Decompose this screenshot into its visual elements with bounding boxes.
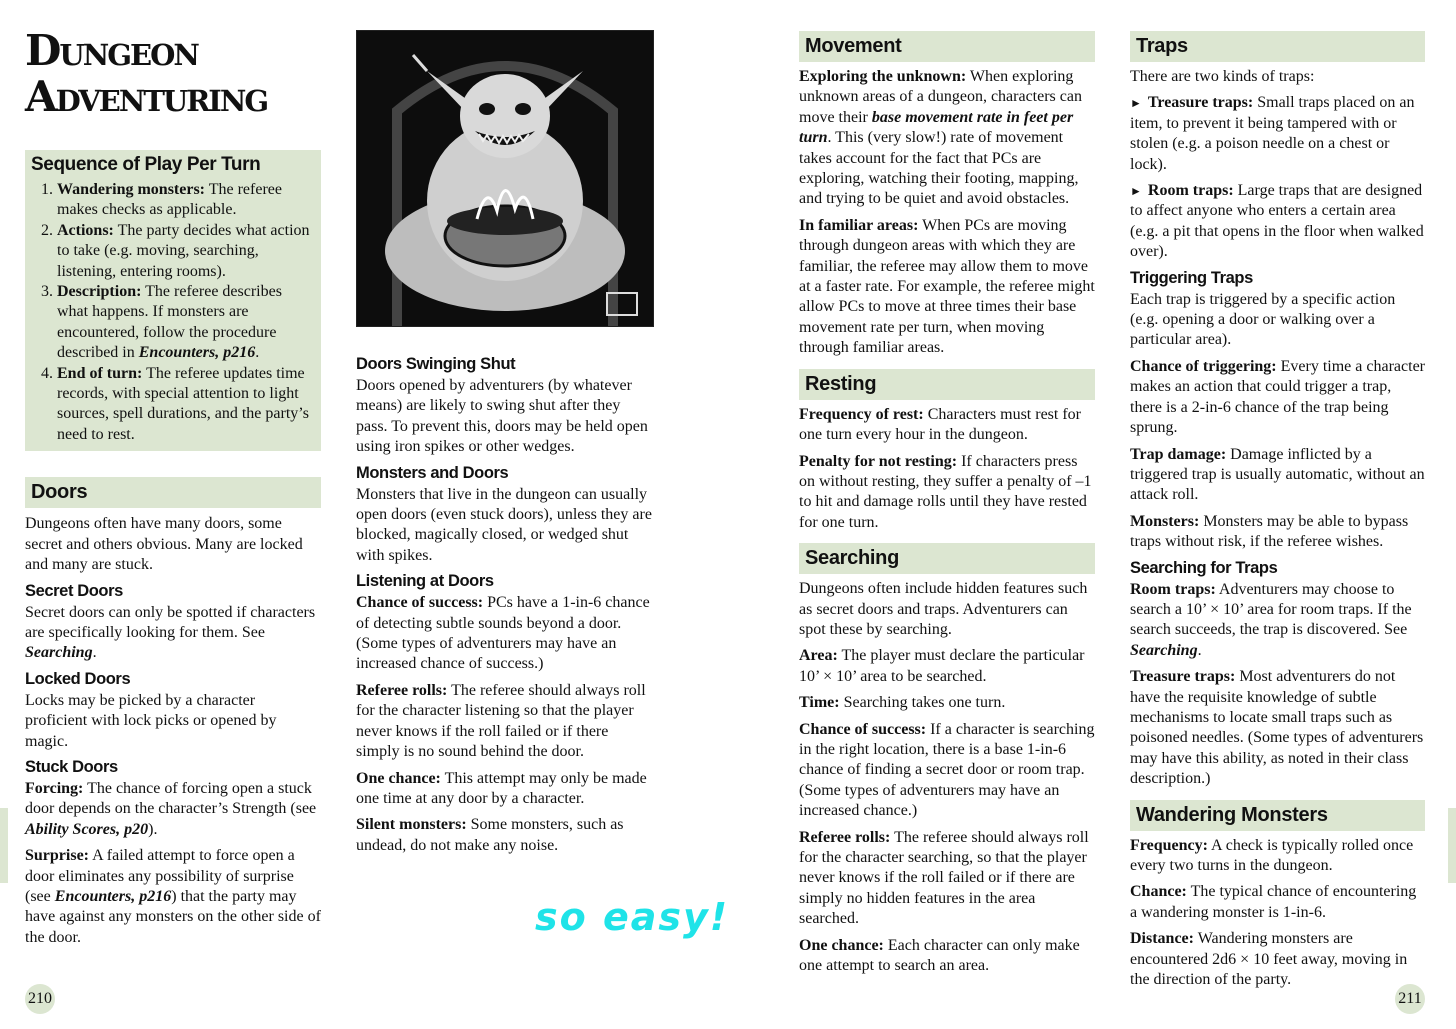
treasure-traps-text: Treasure traps: Most adventurers do not have the requisite knowledge of subtle mechanisms to locate small traps such as poisoned needles. (Some types of adventurers may have this ability, as noted in their class description.) — [1130, 668, 1424, 788]
swinging-text: Doors opened by adventurers (by whatever means) are likely to swing shut after they pass. To prevent this, doors may be held open using iron spikes or other wedges. — [356, 377, 648, 456]
wandering-item: Chance: The typical chance of encountering a wandering monster is 1-in-6. — [1130, 883, 1417, 921]
movement-text-2: In familiar areas: When PCs are moving through dungeon areas with which they are familiar, the referee may allow them to move at a faster rate. For example, the referee might allow PCs to move at three times their base movement rate per turn, when moving through familiar areas. — [799, 216, 1095, 357]
page-title — [25, 28, 321, 120]
sequence-item: 3. Description: The referee describes what happens. If monsters are encountered, follow the procedure described in Encounters, p216. — [57, 282, 315, 364]
trap-kind: ► Room traps: Large traps that are designed to affect anyone who enters a certain area (e.g. a pit that opens in the floor when walked over). — [1130, 182, 1424, 261]
wandering-heading: Wandering Monsters — [1130, 800, 1425, 831]
triggering-intro: Each trap is triggered by a specific action (e.g. opening a door or walking over a particular area). — [1130, 290, 1396, 349]
swinging-heading: Doors Swinging Shut — [356, 355, 516, 373]
forcing-text: Forcing: The chance of forcing open a stuck door depends on the character’s Strength (see Ability Scores, p20). — [25, 779, 317, 838]
resting-heading: Resting — [799, 369, 1095, 400]
secret-doors-heading: Secret Doors — [25, 581, 123, 600]
listening-item: Referee rolls: The referee should always roll for the character listening so that the player never knows if the roll failed or if there simply is no sound behind the door. — [356, 681, 646, 761]
listening-item: Silent monsters: Some monsters, such as undead, do not make any noise. — [356, 816, 624, 854]
wandering-item: Frequency: A check is typically rolled once every two turns in the dungeon. — [1130, 836, 1414, 874]
listening-item: One chance: This attempt may only be made one time at any door by a character. — [356, 769, 647, 807]
triggering-item: Monsters: Monsters may be able to bypass traps without risk, if the referee wishes. — [1130, 512, 1409, 551]
searching-item: Chance of success: If a character is searching in the right location, there is a base 1-in-6 chance of finding a secret door or room trap. (Some types of adventurers may have an increased chance.) — [799, 720, 1095, 820]
sequence-box — [25, 150, 321, 451]
doors-intro: Dungeons often have many doors, some secret and others obvious. Many are locked and many are stuck. — [25, 515, 303, 574]
searching-item: One chance: Each character can only make one attempt to search an area. — [799, 936, 1080, 975]
right-column-2 — [1130, 31, 1425, 996]
left-column-2 — [356, 355, 654, 862]
traps-intro: There are two kinds of traps: — [1130, 68, 1315, 85]
sequence-list — [31, 180, 315, 445]
sequence-item: 1. Wandering monsters: The referee makes checks as applicable. — [57, 180, 315, 221]
movement-text-1: Exploring the unknown: When exploring unknown areas of a dungeon, characters can move their base movement rate in feet per turn. This (very slow!) rate of movement takes account for the fact that PCs are exploring, watching their footing, mapping, and trying to be quiet and avoid obstacles. — [799, 68, 1082, 208]
room-traps-text: Room traps: Adventurers may choose to search a 10’ × 10’ area for room traps. If the search succeeds, the trap is discovered. See Searching. — [1130, 580, 1412, 659]
locked-doors-heading: Locked Doors — [25, 669, 131, 688]
page-number-left: 210 — [25, 984, 55, 1014]
searching-traps-heading: Searching for Traps — [1130, 558, 1278, 577]
sequence-item: 4. End of turn: The referee updates time records, with special attention to light sources, spell durations, and the party’s need to rest. — [57, 364, 315, 446]
listening-item: Chance of success: PCs have a 1-in-6 chance of detecting subtle sounds beyond a door. (Some types of adventurers may have an increased chance of success.) — [356, 594, 650, 673]
title-line-1: Dungeon — [25, 26, 198, 75]
doors-heading: Doors — [25, 477, 321, 508]
listening-heading: Listening at Doors — [356, 572, 494, 591]
left-edge-tab — [0, 808, 8, 883]
sequence-item: 2. Actions: The party decides what action to take (e.g. moving, searching, listening, entering rooms). — [57, 221, 315, 282]
right-column-1 — [799, 31, 1095, 982]
resting-item: Frequency of rest: Characters must rest for one turn every hour in the dungeon. — [799, 405, 1081, 444]
locked-doors-text: Locks may be picked by a character proficient with lock picks or opened by magic. — [25, 691, 277, 750]
triggering-heading: Triggering Traps — [1130, 268, 1253, 287]
searching-intro: Dungeons often include hidden features such as secret doors and traps. Adventurers can spot these by searching. — [799, 580, 1088, 638]
monsters-doors-heading: Monsters and Doors — [356, 463, 509, 482]
triggering-item: Chance of triggering: Every time a character makes an action that could trigger a trap, there is a 2-in-6 chance of the trap being sprung. — [1130, 357, 1425, 437]
left-column-1 — [25, 28, 321, 954]
secret-doors-text: Secret doors can only be spotted if characters are specifically looking for them. See Searching. — [25, 603, 316, 662]
movement-heading: Movement — [799, 31, 1095, 62]
right-edge-tab — [1448, 808, 1456, 883]
searching-item: Time: Searching takes one turn. — [799, 694, 1006, 712]
resting-item: Penalty for not resting: If characters press on without resting, they suffer a penalty of –1 to hit and damage rolls until they have rested for one turn. — [799, 452, 1092, 531]
sequence-heading: Sequence of Play Per Turn — [31, 154, 261, 175]
triangle-bullet-icon: ► — [1130, 96, 1142, 111]
wandering-item: Distance: Wandering monsters are encountered 2d6 × 10 feet away, moving in the direction of the party. — [1130, 930, 1408, 989]
page-number-right: 211 — [1395, 984, 1425, 1014]
triggering-item: Trap damage: Damage inflicted by a triggered trap is usually automatic, without an attack roll. — [1130, 445, 1425, 504]
goblin-drawing — [357, 31, 653, 326]
title-line-2: Adventuring — [25, 72, 268, 121]
monsters-doors-text: Monsters that live in the dungeon can usually open doors (even stuck doors), unless they are blocked, magically closed, or wedged shut with spikes. — [356, 485, 652, 564]
searching-heading: Searching — [799, 543, 1095, 574]
traps-heading: Traps — [1130, 31, 1425, 62]
surprise-text: Surprise: A failed attempt to force open a door eliminates any possibility of surprise (see Encounters, p216) that the party may have against any monsters on the other side of the door. — [25, 847, 321, 946]
stuck-doors-heading: Stuck Doors — [25, 757, 118, 776]
triangle-bullet-icon: ► — [1130, 184, 1142, 199]
trap-kind: ► Treasure traps: Small traps placed on an item, to prevent it being tampered with or stolen (e.g. a poison needle on a chest or lock). — [1130, 94, 1415, 173]
so-easy-annotation: so easy! — [535, 895, 730, 939]
searching-item: Referee rolls: The referee should always roll for the character searching, so that the player never knows if the roll failed or if there are simply no hidden features in the area searched. — [799, 828, 1089, 928]
searching-item: Area: The player must declare the particular 10’ × 10’ area to be searched. — [799, 647, 1085, 685]
goblin-illustration — [356, 30, 654, 327]
